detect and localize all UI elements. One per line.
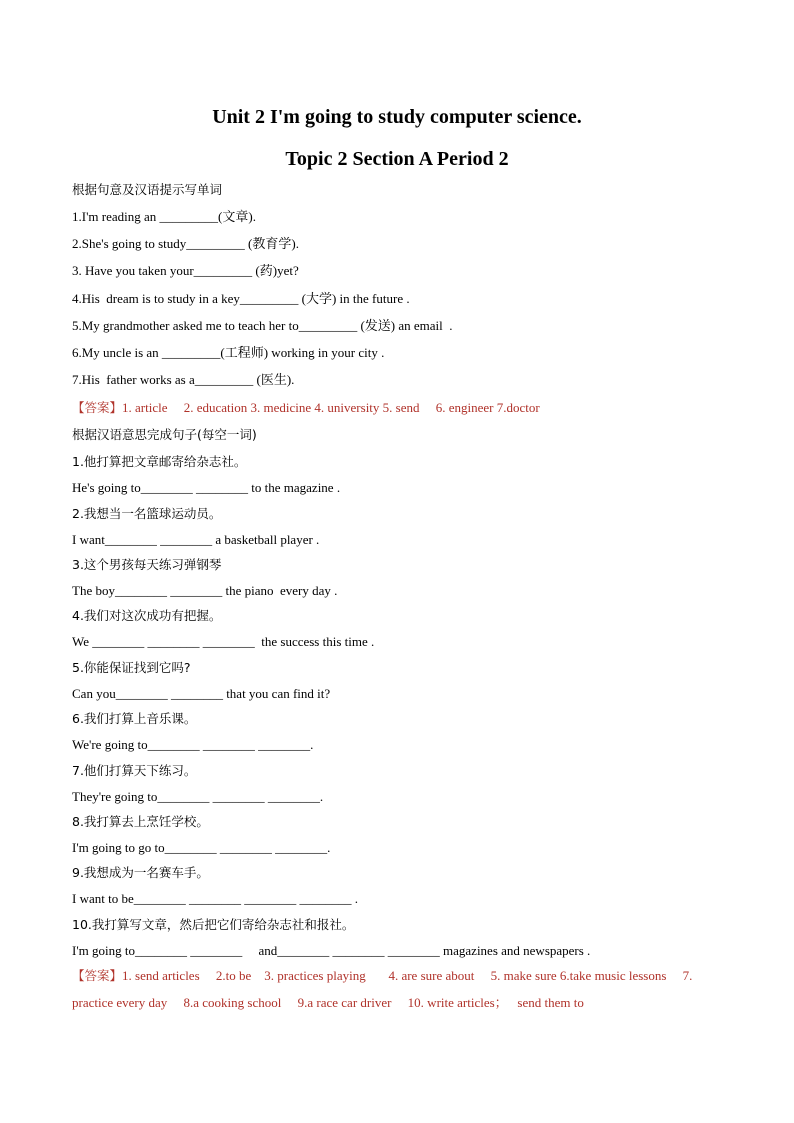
page-subtitle: Topic 2 Section A Period 2 (285, 148, 509, 170)
part2-item-4-en: We ________ ________ ________ the success this time . (72, 634, 375, 649)
part2-item-8-cn: 8.我打算去上烹饪学校。 (72, 814, 209, 829)
part2-item-7-cn: 7.他们打算天下练习。 (72, 763, 197, 778)
part1-item-4: 4.His dream is to study in a key_________ (大学) in the future . (72, 291, 410, 306)
part2-item-2-cn: 2.我想当一名篮球运动员。 (72, 506, 222, 521)
part2-item-1-cn: 1.他打算把文章邮寄给杂志社。 (72, 454, 247, 469)
part1-heading: 根据句意及汉语提示写单词 (72, 182, 223, 197)
part2-heading: 根据汉语意思完成句子(每空一词) (72, 427, 257, 442)
part2-item-9-en: I want to be________ ________ ________ ________ . (72, 891, 358, 906)
answer-label: 【答案】 (72, 968, 123, 983)
part1-item-3: 3. Have you taken your_________ (药)yet? (72, 263, 299, 278)
part1-item-6: 6.My uncle is an _________(工程师) working in your city . (72, 345, 385, 360)
part2-item-2-en: I want________ ________ a basketball player . (72, 532, 320, 547)
answer-text: 1. send articles 2.to be 3. practices playing 4. are sure about 5. make sure 6.take music lessons 7. (122, 968, 693, 983)
part2-item-9-cn: 9.我想成为一名赛车手。 (72, 865, 209, 880)
part2-item-10-en: I'm going to________ ________ and________ ________ ________ magazines and newspapers . (72, 943, 591, 958)
part1-item-7: 7.His father works as a_________ (医生). (72, 372, 295, 387)
part2-answer-line1 (72, 967, 742, 985)
part1-item-1: 1.I'm reading an _________(文章). (72, 209, 256, 224)
part2-item-6-en: We're going to________ ________ ________. (72, 737, 314, 752)
part1-answer (72, 399, 742, 417)
page-title: Unit 2 I'm going to study computer science. (212, 106, 582, 128)
part2-item-10-cn: 10.我打算写文章，然后把它们寄给杂志社和报社。 (72, 917, 355, 932)
part2-item-3-cn: 3.这个男孩每天练习弹钢琴 (72, 557, 222, 572)
answer-label: 【答案】 (72, 400, 123, 415)
part2-item-5-cn: 5.你能保证找到它吗? (72, 660, 191, 675)
answer-text: 1. article 2. education 3. medicine 4. university 5. send 6. engineer 7.doctor (122, 400, 540, 415)
part2-item-4-cn: 4.我们对这次成功有把握。 (72, 608, 222, 623)
part2-item-1-en: He's going to________ ________ to the magazine . (72, 480, 341, 495)
part2-item-8-en: I'm going to go to________ ________ ________. (72, 840, 331, 855)
part2-item-6-cn: 6.我们打算上音乐课。 (72, 711, 197, 726)
part2-item-3-en: The boy________ ________ the piano every day . (72, 583, 338, 598)
part2-item-7-en: They're going to________ ________ ________. (72, 789, 324, 804)
part2-answer-line2: practice every day 8.a cooking school 9.a race car driver 10. write articles； send them to (72, 995, 584, 1010)
part1-item-2: 2.She's going to study_________ (教育学). (72, 236, 299, 251)
part2-item-5-en: Can you________ ________ that you can find it? (72, 686, 331, 701)
part1-item-5: 5.My grandmother asked me to teach her to_________ (发送) an email . (72, 318, 453, 333)
